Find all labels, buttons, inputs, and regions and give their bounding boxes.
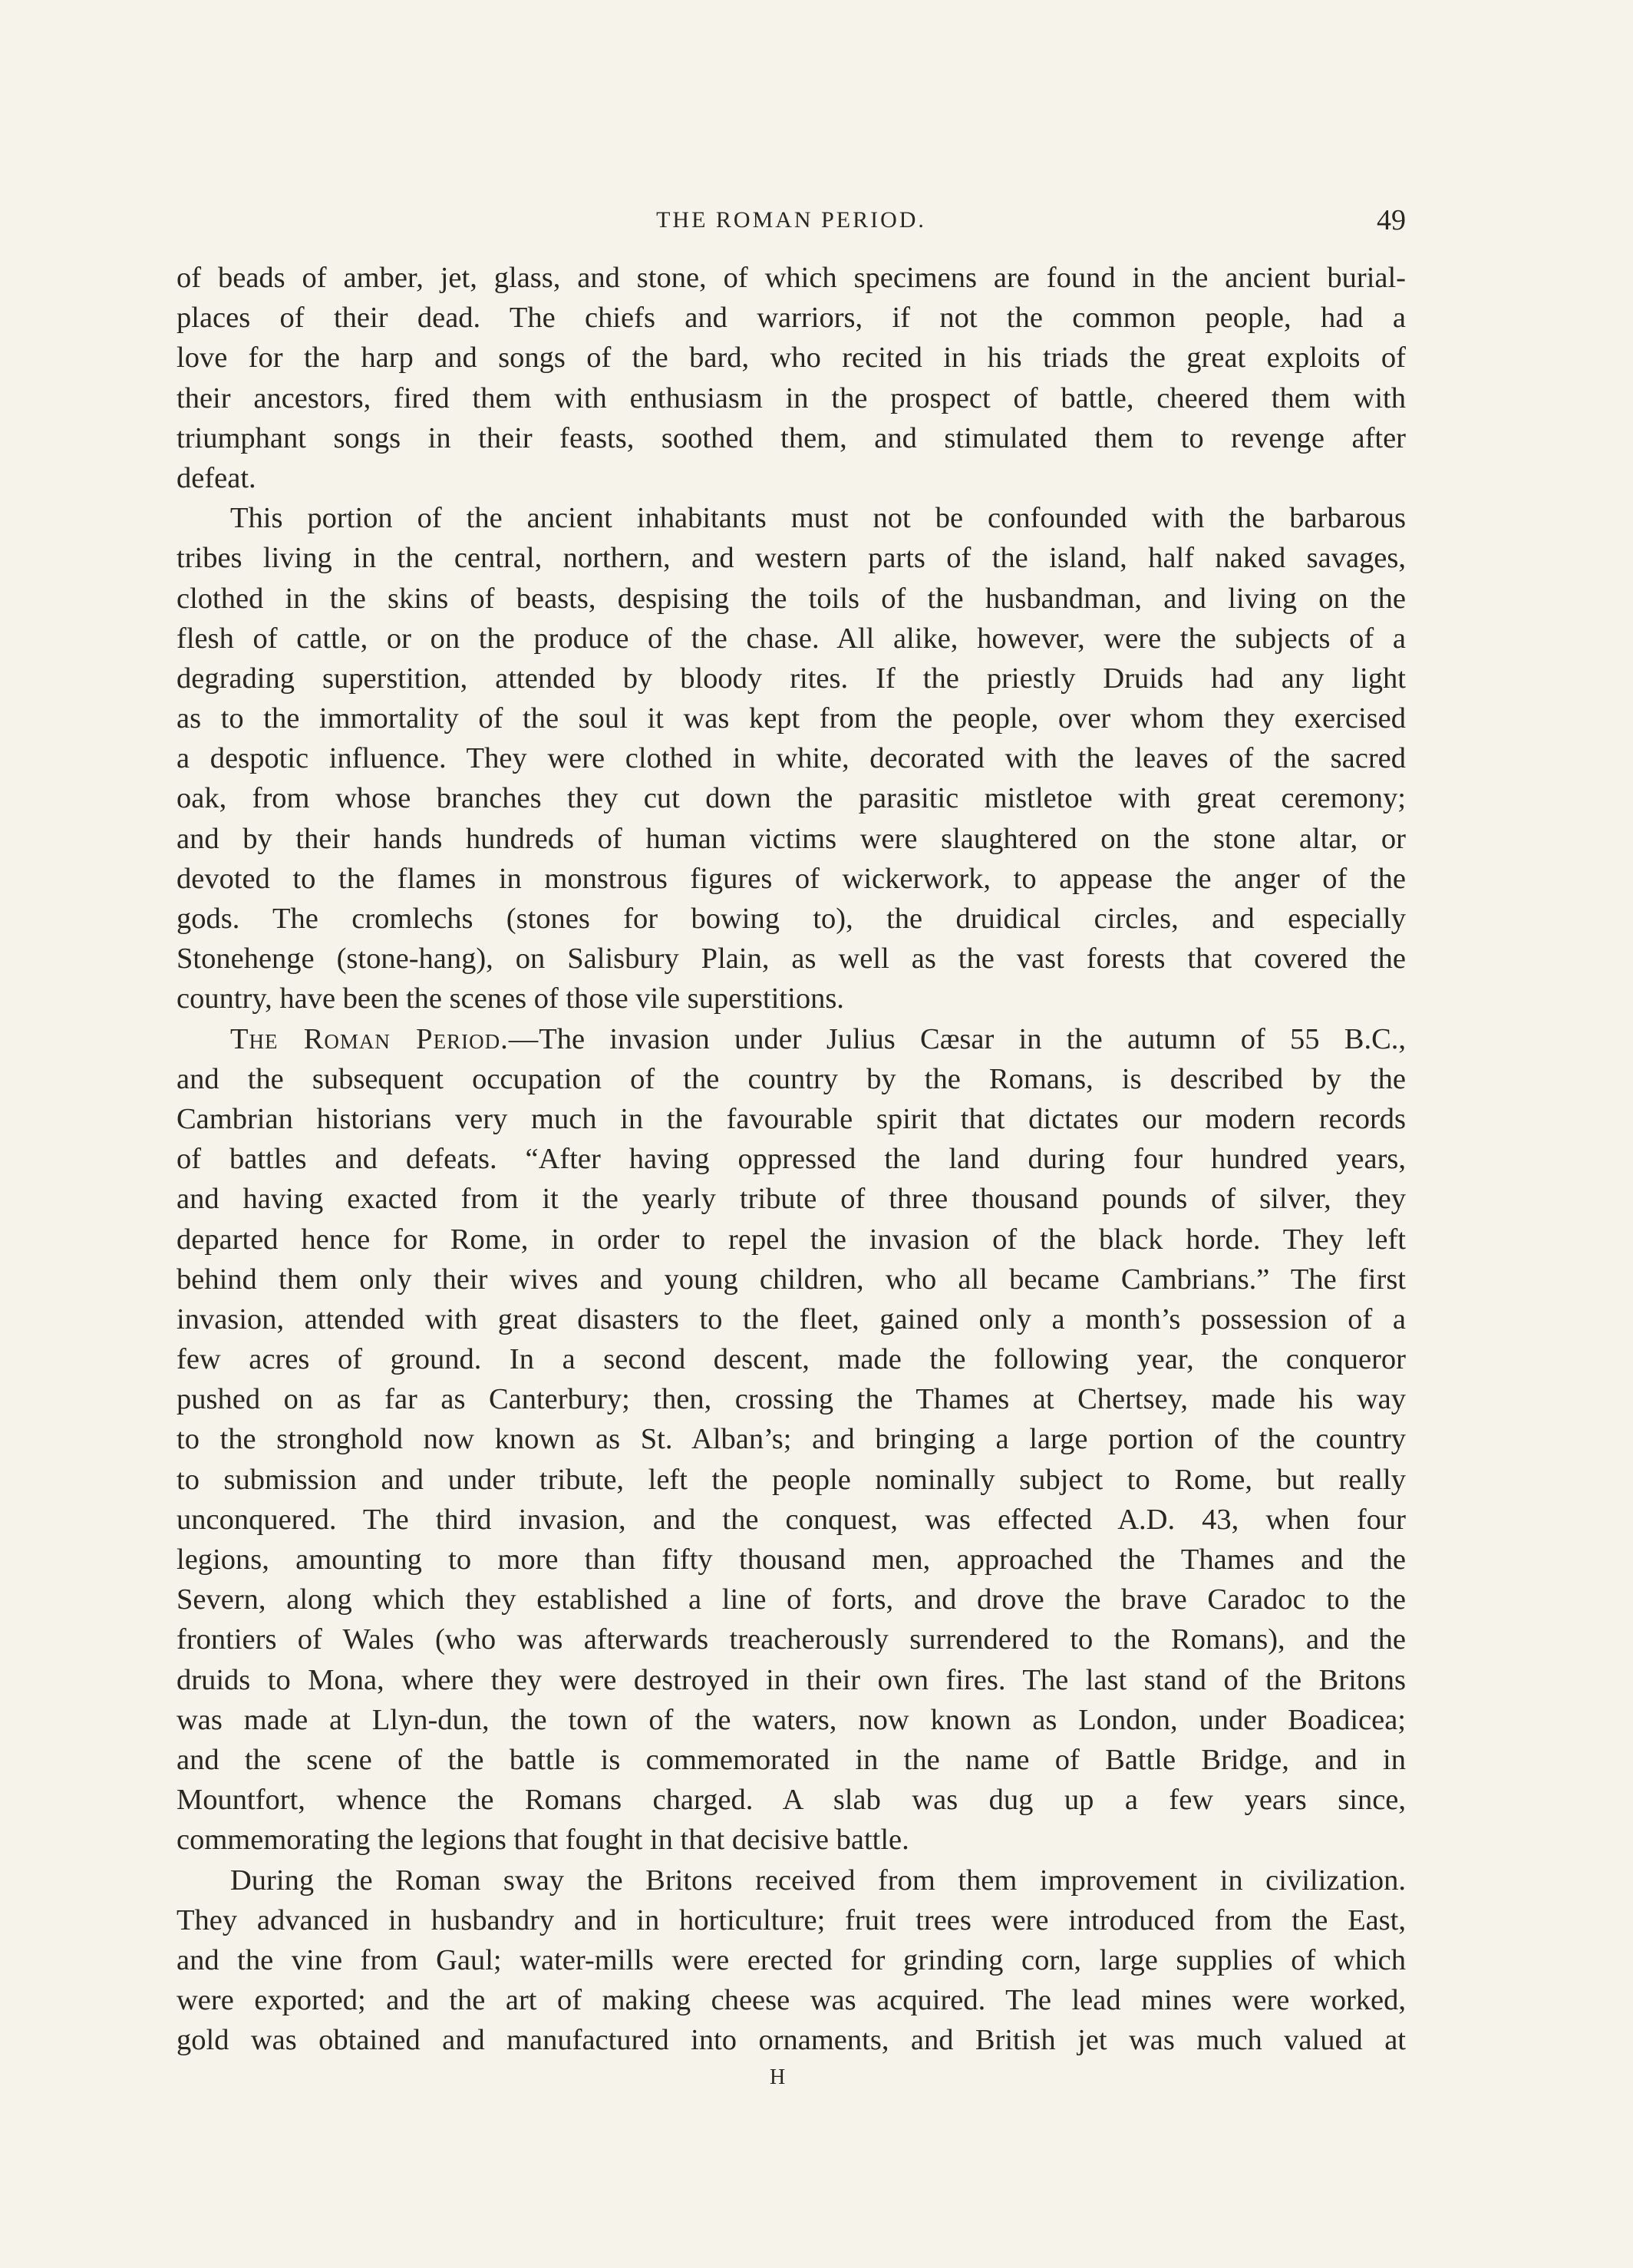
text-line bbox=[176, 1259, 1406, 1299]
text-line-content: clothed in the skins of beasts, despising the toils of the husbandman, and living on the bbox=[176, 582, 1406, 615]
section-heading: The Roman Period.— bbox=[230, 1022, 539, 1055]
text-line bbox=[176, 1220, 1406, 1259]
text-line-content: Mountfort, whence the Romans charged. A slab was dug up a few years since, bbox=[176, 1784, 1406, 1817]
text-line-content: triumphant songs in their feasts, soothed them, and stimulated them to revenge after bbox=[176, 421, 1406, 454]
text-line bbox=[176, 1339, 1406, 1379]
text-line bbox=[176, 1059, 1406, 1099]
text-line-content: love for the harp and songs of the bard, who recited in his triads the great exploits of bbox=[176, 342, 1406, 375]
text-line-content: commemorating the legions that fought in that decisive battle. bbox=[176, 1824, 909, 1857]
text-line bbox=[176, 258, 1406, 298]
text-line-content: of beads of amber, jet, glass, and stone, of which specimens are found in the ancient burial- bbox=[176, 262, 1406, 294]
text-line bbox=[176, 1540, 1406, 1580]
text-line-content: and by their hands hundreds of human victims were slaughtered on the stone altar, or bbox=[176, 822, 1406, 855]
text-line-content: places of their dead. The chiefs and warriors, if not the common people, had a bbox=[176, 302, 1406, 335]
text-line-content: a despotic influence. They were clothed in white, decorated with the leaves of the sacred bbox=[176, 742, 1406, 775]
running-title: THE ROMAN PERIOD. bbox=[656, 207, 926, 233]
running-head bbox=[176, 201, 1406, 239]
text-line bbox=[176, 819, 1406, 859]
text-line bbox=[176, 579, 1406, 619]
text-line-content: Severn, along which they established a line of forts, and drove the brave Caradoc to the bbox=[176, 1583, 1406, 1616]
text-line bbox=[176, 939, 1406, 979]
text-line bbox=[176, 2020, 1406, 2060]
text-line bbox=[176, 1940, 1406, 1980]
text-line-content: druids to Mona, where they were destroyed in their own fires. The last stand of the Britons bbox=[176, 1663, 1406, 1696]
text-line bbox=[176, 458, 1406, 498]
text-line-content: This portion of the ancient inhabitants must not be confounded with the barbarous bbox=[230, 502, 1406, 535]
text-line bbox=[176, 1700, 1406, 1740]
text-line-content: behind them only their wives and young children, who all became Cambrians.” The first bbox=[176, 1263, 1406, 1296]
text-line bbox=[176, 738, 1406, 778]
text-line-content: Cambrian historians very much in the favourable spirit that dictates our modern records bbox=[176, 1102, 1406, 1135]
text-line-content: country, have been the scenes of those vile superstitions. bbox=[176, 982, 844, 1015]
text-line bbox=[176, 1780, 1406, 1820]
text-line-content: and the vine from Gaul; water-mills were erected for grinding corn, large supplies of which bbox=[176, 1943, 1406, 1976]
text-line bbox=[176, 698, 1406, 738]
text-line bbox=[176, 1099, 1406, 1139]
text-line bbox=[176, 1580, 1406, 1619]
text-line bbox=[176, 1179, 1406, 1219]
text-line bbox=[176, 378, 1406, 418]
text-line bbox=[176, 1460, 1406, 1500]
text-line bbox=[176, 1900, 1406, 1940]
text-line-content: Stonehenge (stone-hang), on Salisbury Plain, as well as the vast forests that covered the bbox=[176, 943, 1406, 976]
text-line bbox=[176, 1500, 1406, 1540]
text-line-content: gods. The cromlechs (stones for bowing to), the druidical circles, and especially bbox=[176, 903, 1406, 935]
text-line bbox=[176, 298, 1406, 338]
text-line-content: were exported; and the art of making cheese was acquired. The lead mines were worked, bbox=[176, 1984, 1406, 2017]
text-line-content: defeat. bbox=[176, 461, 256, 494]
text-line-content: They advanced in husbandry and in horticulture; fruit trees were introduced from the East, bbox=[176, 1903, 1406, 1936]
text-line bbox=[176, 859, 1406, 899]
printer-signature: H bbox=[770, 2065, 787, 2089]
body-text bbox=[176, 258, 1406, 2060]
text-line-content: flesh of cattle, or on the produce of the chase. All alike, however, were the subjects of a bbox=[176, 622, 1406, 655]
text-line bbox=[176, 418, 1406, 458]
text-line bbox=[176, 979, 1406, 1018]
text-line bbox=[176, 1860, 1406, 1900]
text-line-content: gold was obtained and manufactured into ornaments, and British jet was much valued at bbox=[176, 2024, 1406, 2057]
text-line-content: The invasion under Julius Cæsar in the autumn of 55 B.C., bbox=[539, 1022, 1407, 1055]
text-line-content: was made at Llyn-dun, the town of the waters, now known as London, under Boadicea; bbox=[176, 1703, 1406, 1736]
text-line bbox=[176, 659, 1406, 698]
text-line bbox=[176, 899, 1406, 939]
text-line bbox=[176, 1820, 1406, 1860]
text-line bbox=[176, 1980, 1406, 2020]
text-line-content: During the Roman sway the Britons received from them improvement in civilization. bbox=[230, 1864, 1406, 1897]
text-line-content: to the stronghold now known as St. Alban’s; and bringing a large portion of the country bbox=[176, 1423, 1406, 1456]
text-line bbox=[176, 1660, 1406, 1700]
text-line bbox=[176, 338, 1406, 378]
text-line bbox=[176, 619, 1406, 659]
text-line-content: of battles and defeats. “After having oppressed the land during four hundred years, bbox=[176, 1143, 1406, 1176]
text-line-content: oak, from whose branches they cut down the parasitic mistletoe with great ceremony; bbox=[176, 782, 1406, 815]
page-number: 49 bbox=[1377, 204, 1406, 236]
text-line-content: to submission and under tribute, left the people nominally subject to Rome, but really bbox=[176, 1463, 1406, 1496]
text-line bbox=[176, 1139, 1406, 1179]
text-line bbox=[176, 498, 1406, 538]
text-line-content: degrading superstition, attended by bloody rites. If the priestly Druids had any light bbox=[176, 662, 1406, 695]
text-line bbox=[176, 1379, 1406, 1419]
text-line bbox=[176, 538, 1406, 578]
text-line-content: and having exacted from it the yearly tribute of three thousand pounds of silver, they bbox=[176, 1183, 1406, 1216]
text-line-content: unconquered. The third invasion, and the conquest, was effected A.D. 43, when four bbox=[176, 1503, 1406, 1536]
text-line bbox=[176, 1619, 1406, 1659]
text-line bbox=[176, 778, 1406, 818]
text-line bbox=[176, 1299, 1406, 1339]
text-line-content: devoted to the flames in monstrous figures of wickerwork, to appease the anger of the bbox=[176, 862, 1406, 895]
text-line bbox=[176, 1419, 1406, 1459]
text-line bbox=[176, 1019, 1406, 1059]
text-line-content: and the subsequent occupation of the country by the Romans, is described by the bbox=[176, 1062, 1406, 1095]
text-line-content: as to the immortality of the soul it was kept from the people, over whom they exercised bbox=[176, 702, 1406, 735]
text-line-content: frontiers of Wales (who was afterwards treacherously surrendered to the Romans), and the bbox=[176, 1623, 1406, 1656]
text-line-content: few acres of ground. In a second descent, made the following year, the conqueror bbox=[176, 1343, 1406, 1376]
text-line-content: invasion, attended with great disasters to the fleet, gained only a month’s possession of a bbox=[176, 1302, 1406, 1335]
text-line-content: their ancestors, fired them with enthusiasm in the prospect of battle, cheered them with bbox=[176, 381, 1406, 414]
text-line bbox=[176, 1740, 1406, 1780]
text-line-content: and the scene of the battle is commemorated in the name of Battle Bridge, and in bbox=[176, 1743, 1406, 1776]
text-line-content: legions, amounting to more than fifty thousand men, approached the Thames and the bbox=[176, 1543, 1406, 1576]
text-line-content: pushed on as far as Canterbury; then, crossing the Thames at Chertsey, made his way bbox=[176, 1383, 1406, 1416]
text-line-content: tribes living in the central, northern, and western parts of the island, half naked savages, bbox=[176, 542, 1406, 575]
text-line-content: departed hence for Rome, in order to repel the invasion of the black horde. They left bbox=[176, 1223, 1406, 1256]
